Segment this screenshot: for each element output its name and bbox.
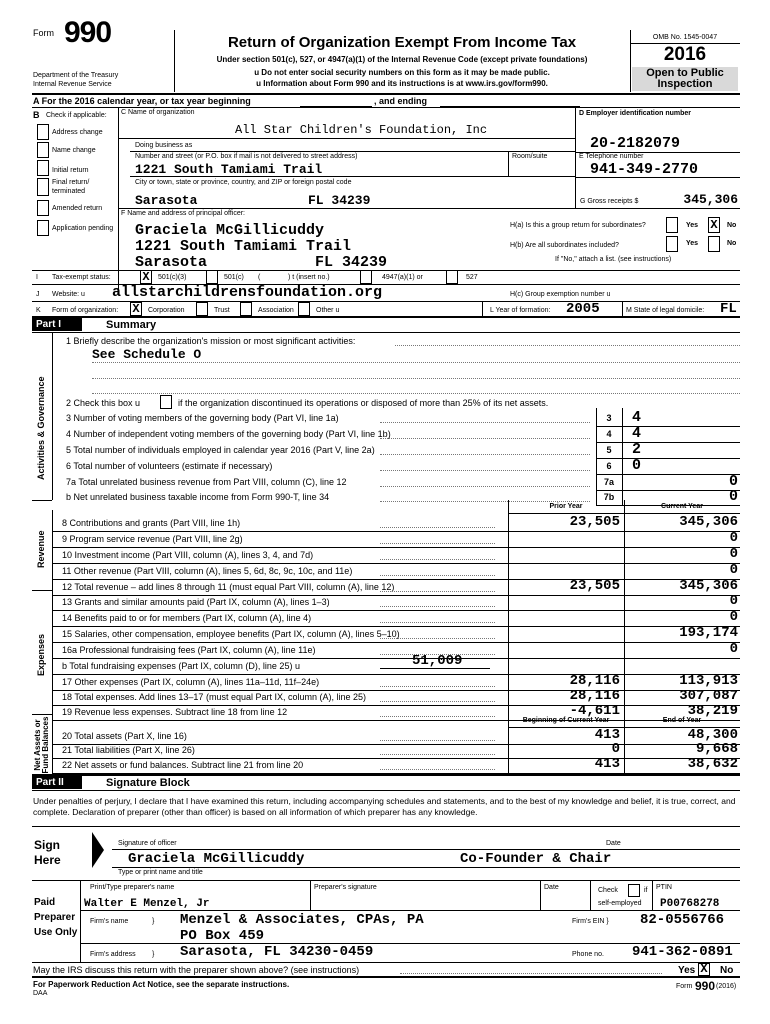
net-assets-line-text: 20 Total assets (Part X, line 16) xyxy=(62,731,187,741)
gov-line-number: 6 xyxy=(606,461,612,471)
form-of-org-label: Form of organization: xyxy=(52,307,119,314)
expense-line-text: 17 Other expenses (Part IX, column (A), lines 11a–11d, 11f–24e) xyxy=(62,677,320,687)
firm-name-label: Firm's name xyxy=(90,918,129,925)
street-label: Number and street (or P.O. box if mail is not delivered to street address) xyxy=(135,153,358,160)
phone-value: 941-349-2770 xyxy=(590,161,699,178)
org-street: 1221 South Tamiami Trail xyxy=(135,162,323,177)
address-change-checkbox[interactable] xyxy=(37,124,49,140)
gov-line-text: 3 Number of voting members of the governing body (Part VI, line 1a) xyxy=(66,413,339,423)
preparer-name: Walter E Menzel, Jr xyxy=(84,898,210,910)
part-i-title: Summary xyxy=(106,319,157,331)
firm-address-1: PO Box 459 xyxy=(180,928,265,944)
officer-signature-title: Co-Founder & Chair xyxy=(460,851,612,867)
ha-no-label: No xyxy=(727,222,737,229)
self-employed-checkbox[interactable] xyxy=(628,884,640,897)
check-label: Check xyxy=(598,887,618,894)
self-employed-label: self-employed xyxy=(598,900,642,907)
revenue-line-prior: 23,505 xyxy=(569,514,620,530)
expense-line-current: 0 xyxy=(729,593,738,609)
gov-line-number: 3 xyxy=(606,413,612,423)
hb-note: If "No," attach a list. (see instructions) xyxy=(555,256,672,263)
signature-date-label: Date xyxy=(606,840,621,847)
here-label: Here xyxy=(34,853,61,867)
4947-label: 4947(a)(1) or xyxy=(382,274,423,281)
subordinates-question: H(b) Are all subordinates included? xyxy=(510,242,619,249)
form-label: Form xyxy=(33,28,54,38)
ein-value: 20-2182079 xyxy=(590,135,681,152)
gov-line-value: 0 xyxy=(728,473,738,490)
501c-insert-label: ) t (insert no.) xyxy=(288,274,330,281)
paperwork-notice: For Paperwork Reduction Act Notice, see the separate instructions. xyxy=(33,980,290,989)
check-applicable: Check if applicable: xyxy=(46,112,107,119)
phone-no-label: Phone no. xyxy=(572,951,604,958)
expense-line-prior: 28,116 xyxy=(569,673,620,689)
year-formation-value: 2005 xyxy=(566,301,600,317)
other-org-label: Other u xyxy=(316,307,340,314)
expense-line-prior: 28,116 xyxy=(569,688,620,704)
part-ii-label: Part II xyxy=(32,776,82,789)
corporation-checkbox[interactable]: X xyxy=(130,302,142,316)
address-change-label: Address change xyxy=(52,129,103,136)
expense-line-text: 16a Professional fundraising fees (Part IX, column (A), line 11e) xyxy=(62,645,316,655)
gov-line-value: 4 xyxy=(632,425,642,442)
gov-line-text: b Net unrelated business taxable income from Form 990-T, line 34 xyxy=(66,492,330,502)
expense-line-text: 14 Benefits paid to or for members (Part IX, column (A), line 4) xyxy=(62,613,312,623)
tax-year: 2016 xyxy=(663,44,707,65)
net-assets-line-prior: 0 xyxy=(611,741,620,757)
line-2-text: 2 Check this box u xyxy=(66,398,141,408)
eoy-header: End of Year xyxy=(662,717,702,724)
trust-label: Trust xyxy=(214,307,230,314)
room-suite-label: Room/suite xyxy=(512,153,548,160)
open-public-text: Open to Public xyxy=(646,67,724,79)
officer-city: Sarasota xyxy=(135,254,208,271)
line-k-label: K xyxy=(36,307,41,314)
other-org-checkbox[interactable] xyxy=(298,302,310,316)
prep-name-label: Print/Type preparer's name xyxy=(90,884,175,891)
paid-label: Paid xyxy=(34,897,56,908)
gov-line-text: 6 Total number of volunteers (estimate if necessary) xyxy=(66,461,273,471)
net-assets-line-current: 48,300 xyxy=(687,727,738,743)
discuss-yes-checkbox[interactable]: X xyxy=(698,963,710,976)
discontinued-checkbox[interactable] xyxy=(160,395,172,409)
amended-return-label: Amended return xyxy=(52,205,103,212)
line-a: A For the 2016 calendar year, or tax year beginning xyxy=(33,96,251,106)
sign-label: Sign xyxy=(34,838,60,852)
ha-no-checkbox[interactable]: X xyxy=(708,217,720,233)
daa-label: DAA xyxy=(33,990,48,997)
website-label: Website: u xyxy=(52,291,85,298)
revenue-line-text: 8 Contributions and grants (Part VIII, line 1h) xyxy=(62,518,241,528)
gov-line-value: 2 xyxy=(632,441,642,458)
ptin-label: PTIN xyxy=(656,884,672,891)
gov-line-text: 5 Total number of individuals employed in calendar year 2016 (Part V, line 2a) xyxy=(66,445,375,455)
gov-line-text: 7a Total unrelated business revenue from Part VIII, column (C), line 12 xyxy=(66,477,347,487)
501c3-checkbox[interactable]: X xyxy=(140,270,152,284)
revenue-line-text: 10 Investment income (Part VIII, column (A), lines 3, 4, and 7d) xyxy=(62,550,314,560)
form-title: Return of Organization Exempt From Income Tax xyxy=(227,34,577,51)
revenue-line-text: 11 Other revenue (Part VIII, column (A), lines 5, 6d, 8c, 9c, 10c, and 11e) xyxy=(62,566,353,576)
net-assets-line-prior: 413 xyxy=(594,727,620,743)
revenue-line-current: 345,306 xyxy=(679,578,738,594)
gov-line-number: 7b xyxy=(603,492,615,502)
officer-state-zip: FL 34239 xyxy=(315,254,388,271)
form-subtitle: Under section 501(c), 527, or 4947(a)(1) of the Internal Revenue Code (except private foundations) xyxy=(216,55,588,64)
dept-line1: Department of the Treasury xyxy=(33,72,119,79)
expense-line-current: 0 xyxy=(729,641,738,657)
open-public-badge xyxy=(632,67,738,91)
website-value[interactable]: allstarchildrensfoundation.org xyxy=(112,284,383,301)
ptin-value: P00768278 xyxy=(660,898,720,910)
gov-line-value: 0 xyxy=(632,457,642,474)
line-2-text-b: if the organization discontinued its operations or disposed of more than 25% of its net assets. xyxy=(178,398,549,408)
side-net-assets: Net Assets or Fund Balances xyxy=(33,716,50,774)
phone-label: E Telephone number xyxy=(579,153,644,160)
ha-yes-checkbox[interactable] xyxy=(666,217,678,233)
dept-line2: Internal Revenue Service xyxy=(33,81,112,88)
firm-phone: 941-362-0891 xyxy=(632,944,733,960)
expense-line-text: 19 Revenue less expenses. Subtract line 18 from line 12 xyxy=(62,707,288,717)
application-pending-checkbox[interactable] xyxy=(37,220,49,236)
discuss-question: May the IRS discuss this return with the preparer shown above? (see instructions) xyxy=(33,965,360,975)
use-only-label: Use Only xyxy=(34,927,78,938)
net-assets-line-text: 21 Total liabilities (Part X, line 26) xyxy=(62,745,195,755)
org-name: All Star Children's Foundation, Inc xyxy=(235,123,488,137)
box-b-label: B xyxy=(33,110,40,120)
tax-exempt-label: Tax-exempt status: xyxy=(52,274,111,281)
sign-arrow-icon xyxy=(92,832,104,868)
501c-paren-open: ( xyxy=(258,274,261,281)
expense-line-current: 193,174 xyxy=(679,625,738,641)
net-assets-line-current: 38,632 xyxy=(687,756,738,772)
current-year-header: Current Year xyxy=(661,503,703,510)
firm-address-label: Firm's address xyxy=(90,951,136,958)
name-change-label: Name change xyxy=(52,147,96,154)
expense-line-prior: -4,611 xyxy=(569,703,620,719)
amended-return-checkbox[interactable] xyxy=(37,200,49,216)
final-return-label: Final return/ terminated xyxy=(52,179,90,195)
gov-line-value: 0 xyxy=(728,488,738,505)
mission-value: See Schedule O xyxy=(92,347,202,362)
officer-signature-name: Graciela McGillicuddy xyxy=(128,851,305,867)
side-expenses: Expenses xyxy=(36,633,46,676)
part-i-label: Part I xyxy=(32,318,82,331)
line-16b-value: 51,009 xyxy=(412,653,463,669)
association-label: Association xyxy=(258,307,294,314)
officer-street: 1221 South Tamiami Trail xyxy=(135,238,352,255)
footer-year: (2016) xyxy=(716,983,737,990)
line-i-label: I xyxy=(36,274,38,281)
firm-ein-label: Firm's EIN } xyxy=(572,918,609,925)
gov-line-number: 5 xyxy=(606,445,612,455)
part-ii-title: Signature Block xyxy=(106,777,190,789)
officer-name: Graciela McGillicuddy xyxy=(135,222,325,239)
gov-line-value: 4 xyxy=(632,409,642,426)
expense-line-current: 113,913 xyxy=(679,673,738,689)
preparer-label: Preparer xyxy=(34,912,76,923)
org-city: Sarasota xyxy=(135,193,198,208)
4947-checkbox[interactable] xyxy=(360,270,372,284)
527-checkbox[interactable] xyxy=(446,270,458,284)
corporation-label: Corporation xyxy=(148,307,185,314)
line-a-ending: , and ending xyxy=(374,96,427,106)
omb-number: OMB No. 1545-0047 xyxy=(652,34,718,41)
association-checkbox[interactable] xyxy=(240,302,252,316)
side-activities-governance: Activities & Governance xyxy=(36,376,46,480)
firm-name: Menzel & Associates, CPAs, PA xyxy=(180,912,424,928)
footer-form-number: 990 xyxy=(695,979,716,993)
501c-label: 501(c) xyxy=(224,274,244,281)
firm-address-bracket: } xyxy=(152,951,155,958)
ha-yes-label: Yes xyxy=(686,222,699,229)
discuss-no-label: No xyxy=(720,965,734,976)
footer-form-label: Form xyxy=(676,983,693,990)
expense-line-current: 38,219 xyxy=(687,703,738,719)
org-state-zip: FL 34239 xyxy=(308,193,371,208)
firm-ein: 82-0556766 xyxy=(640,912,725,928)
state-domicile-label: M State of legal domicile: xyxy=(626,307,705,314)
name-change-checkbox[interactable] xyxy=(37,142,49,158)
expense-line-current: 0 xyxy=(729,609,738,625)
line-1-text: 1 Briefly describe the organization's mission or most significant activities: xyxy=(66,336,356,346)
net-assets-line-current: 9,668 xyxy=(695,741,738,757)
revenue-line-prior: 23,505 xyxy=(569,578,620,594)
firm-address-2: Sarasota, FL 34230-0459 xyxy=(180,944,374,960)
prior-year-header: Prior Year xyxy=(549,503,583,510)
prep-signature-label: Preparer's signature xyxy=(314,884,377,891)
dba-label: Doing business as xyxy=(135,142,193,149)
form-number: 990 xyxy=(64,16,112,49)
prep-date-label: Date xyxy=(544,884,559,891)
hb-no-checkbox[interactable] xyxy=(708,236,720,252)
line-16b-text: b Total fundraising expenses (Part IX, column (D), line 25) u xyxy=(62,661,300,671)
revenue-line-text: 12 Total revenue – add lines 8 through 11 (must equal Part VIII, column (A), line 12) xyxy=(62,582,395,592)
hb-yes-checkbox[interactable] xyxy=(666,236,678,252)
hb-no-label: No xyxy=(727,240,737,247)
boy-header: Beginning of Current Year xyxy=(522,717,610,724)
year-formation-label: L Year of formation: xyxy=(490,307,551,314)
org-name-label: C Name of organization xyxy=(121,109,195,116)
line-j-label: J xyxy=(36,291,40,298)
gross-receipts-label: G Gross receipts $ xyxy=(580,198,639,205)
527-label: 527 xyxy=(466,274,478,281)
trust-checkbox[interactable] xyxy=(196,302,208,316)
if-label: if xyxy=(644,887,648,894)
revenue-line-current: 345,306 xyxy=(679,514,738,530)
application-pending-label: Application pending xyxy=(52,225,114,232)
501c3-label: 501(c)(3) xyxy=(158,274,187,281)
501c-checkbox[interactable] xyxy=(206,270,218,284)
type-print-label: Type or print name and title xyxy=(118,869,203,876)
gov-line-number: 7a xyxy=(603,477,614,487)
gross-receipts-value: 345,306 xyxy=(683,192,738,207)
officer-label: F Name and address of principal officer: xyxy=(121,210,245,217)
revenue-line-text: 9 Program service revenue (Part VIII, line 2g) xyxy=(62,534,243,544)
net-assets-line-prior: 413 xyxy=(594,756,620,772)
revenue-line-current: 0 xyxy=(729,530,738,546)
group-return-question: H(a) Is this a group return for subordinates? xyxy=(510,222,646,229)
side-revenue: Revenue xyxy=(36,530,46,568)
group-exemption-label: H(c) Group exemption number u xyxy=(510,291,611,298)
expense-line-text: 15 Salaries, other compensation, employee benefits (Part IX, column (A), lines 5–10) xyxy=(62,629,400,639)
state-domicile-value: FL xyxy=(720,301,737,317)
discuss-yes-label: Yes xyxy=(678,965,696,976)
info-notice: u Information about Form 990 and its instructions is at www.irs.gov/form990. xyxy=(256,79,548,88)
net-assets-line-text: 22 Net assets or fund balances. Subtract line 21 from line 20 xyxy=(62,760,304,770)
expense-line-text: 13 Grants and similar amounts paid (Part IX, column (A), lines 1–3) xyxy=(62,597,330,607)
city-label: City or town, state or province, country, and ZIP or foreign postal code xyxy=(135,179,352,186)
expense-line-current: 307,087 xyxy=(679,688,738,704)
hb-yes-label: Yes xyxy=(686,240,699,247)
inspection-text: Inspection xyxy=(657,78,713,90)
initial-return-checkbox[interactable] xyxy=(37,160,49,176)
gov-line-number: 4 xyxy=(606,429,612,439)
revenue-line-current: 0 xyxy=(729,546,738,562)
expense-line-text: 18 Total expenses. Add lines 13–17 (must equal Part IX, column (A), line 25) xyxy=(62,692,367,702)
final-return-checkbox[interactable] xyxy=(37,178,49,196)
initial-return-label: Initial return xyxy=(52,167,89,174)
gov-line-text: 4 Number of independent voting members of the governing body (Part VI, line 1b) xyxy=(66,429,391,439)
firm-name-bracket: } xyxy=(152,918,155,925)
revenue-line-current: 0 xyxy=(729,562,738,578)
signature-officer-label: Signature of officer xyxy=(118,840,177,847)
ssn-notice: u Do not enter social security numbers on this form as it may be made public. xyxy=(254,68,550,77)
perjury-statement: Under penalties of perjury, I declare that I have examined this return, including accompanying schedules and statements, and to the best of my knowledge and belief, it is true, correct, and complete. Declaration of preparer (other than officer) is based on all information of which preparer has any knowledge. xyxy=(33,796,736,817)
ein-label: D Employer identification number xyxy=(579,110,692,117)
